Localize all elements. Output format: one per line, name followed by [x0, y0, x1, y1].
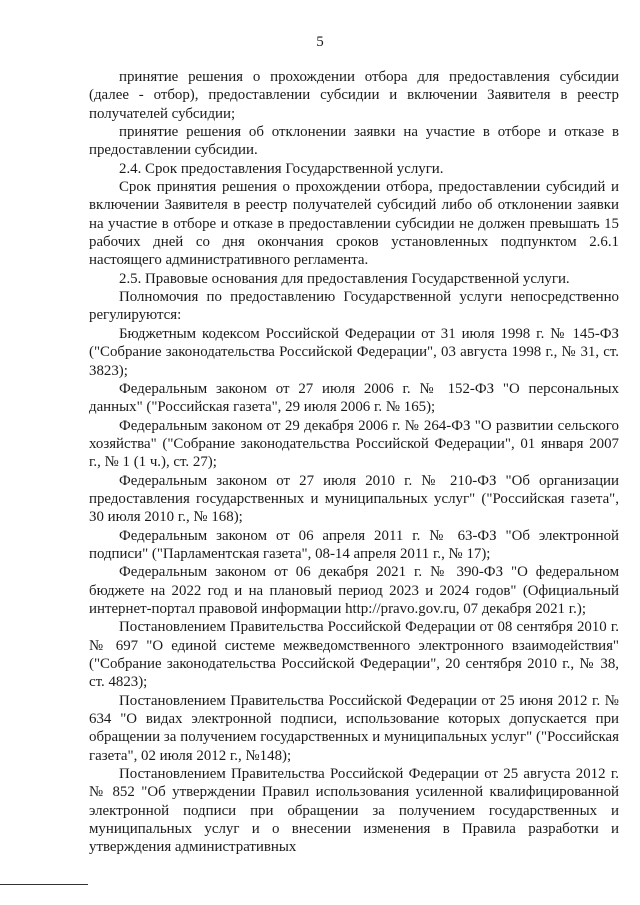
paragraph-service-term: Срок принятия решения о прохождении отбора, предоставлении субсидий и включении Заявителя в реестр получателей субсидий либо об отклонении заявки на участие в отборе и отказе в предоставлении субсидии не должен превышать 15 рабочих дней со дня окончания сроков установленных подпунктом 2.6.1 настоящего административного регламента.: [89, 179, 619, 269]
legal-basis-resolution-634: Постановлением Правительства Российской Федерации от 25 июня 2012 г. № 634 "О видах электронной подписи, использование которых допускается при обращении за получением государственных и муниципальных услуг" ("Российская газета", 02 июля 2012 г., №148);: [89, 692, 619, 764]
paragraph-powers-intro: Полномочия по предоставлению Государственной услуги непосредственно регулируются:: [89, 289, 619, 324]
legal-basis-budget-code: Бюджетным кодексом Российской Федерации от 31 июля 1998 г. № 145-ФЗ ("Собрание законодательства Российской Федерации", 03 августа 1998 г., № 31, ст. 3823);: [89, 325, 619, 379]
legal-basis-resolution-852: Постановлением Правительства Российской Федерации от 25 августа 2012 г. № 852 "Об утверждении Правил использования усиленной квалифицированной электронной подписи при обращении за получением государственных и муниципальных услуг и о внесении изменения в Правила разработки и утверждения административных: [89, 766, 619, 856]
section-heading-2-5: 2.5. Правовые основания для предоставления Государственной услуги.: [119, 270, 570, 287]
paragraph-decision-rejection: принятие решения об отклонении заявки на участие в отборе и отказе в предоставлении субсидии.: [89, 124, 619, 159]
legal-basis-390-fz: Федеральным законом от 06 декабря 2021 г. № 390-ФЗ "О федеральном бюджете на 2022 год и на плановый период 2023 и 2024 годов" (Официальный интернет-портал правовой информации http://pravo.gov.ru, 07 декабря 2021 г.);: [89, 564, 619, 617]
section-heading-2-4: 2.4. Срок предоставления Государственной услуги.: [119, 160, 444, 177]
legal-basis-264-fz: Федеральным законом от 29 декабря 2006 г. № 264-ФЗ "О развитии сельского хозяйства" ("Собрание законодательства Российской Федерации", 01 января 2007 г., № 1 (1 ч.), ст. 27);: [89, 417, 619, 471]
paragraph-decision-selection: принятие решения о прохождении отбора для предоставления субсидии (далее - отбор), предоставлении субсидии и включении Заявителя в реестр получателей субсидии;: [89, 69, 619, 122]
legal-basis-resolution-697: Постановлением Правительства Российской Федерации от 08 сентября 2010 г. № 697 "О единой системе межведомственного электронного взаимодействия" ("Собрание законодательства Российской Федерации", 20 сентября 2010 г., № 38, ст. 4823);: [89, 619, 619, 691]
page-number: 5: [316, 34, 324, 50]
legal-basis-210-fz: Федеральным законом от 27 июля 2010 г. № 210-ФЗ "Об организации предоставления государственных и муниципальных услуг" ("Российская газета", 30 июля 2010 г., № 168);: [89, 472, 619, 526]
document-body: [89, 68, 619, 857]
legal-basis-63-fz: Федеральным законом от 06 апреля 2011 г. № 63-ФЗ "Об электронной подписи" ("Парламентская газета", 08-14 апреля 2011 г., № 17);: [89, 527, 619, 562]
footer-divider: [0, 884, 88, 885]
legal-basis-152-fz: Федеральным законом от 27 июля 2006 г. № 152-ФЗ "О персональных данных" ("Российская газета", 29 июля 2006 г. № 165);: [89, 380, 619, 416]
